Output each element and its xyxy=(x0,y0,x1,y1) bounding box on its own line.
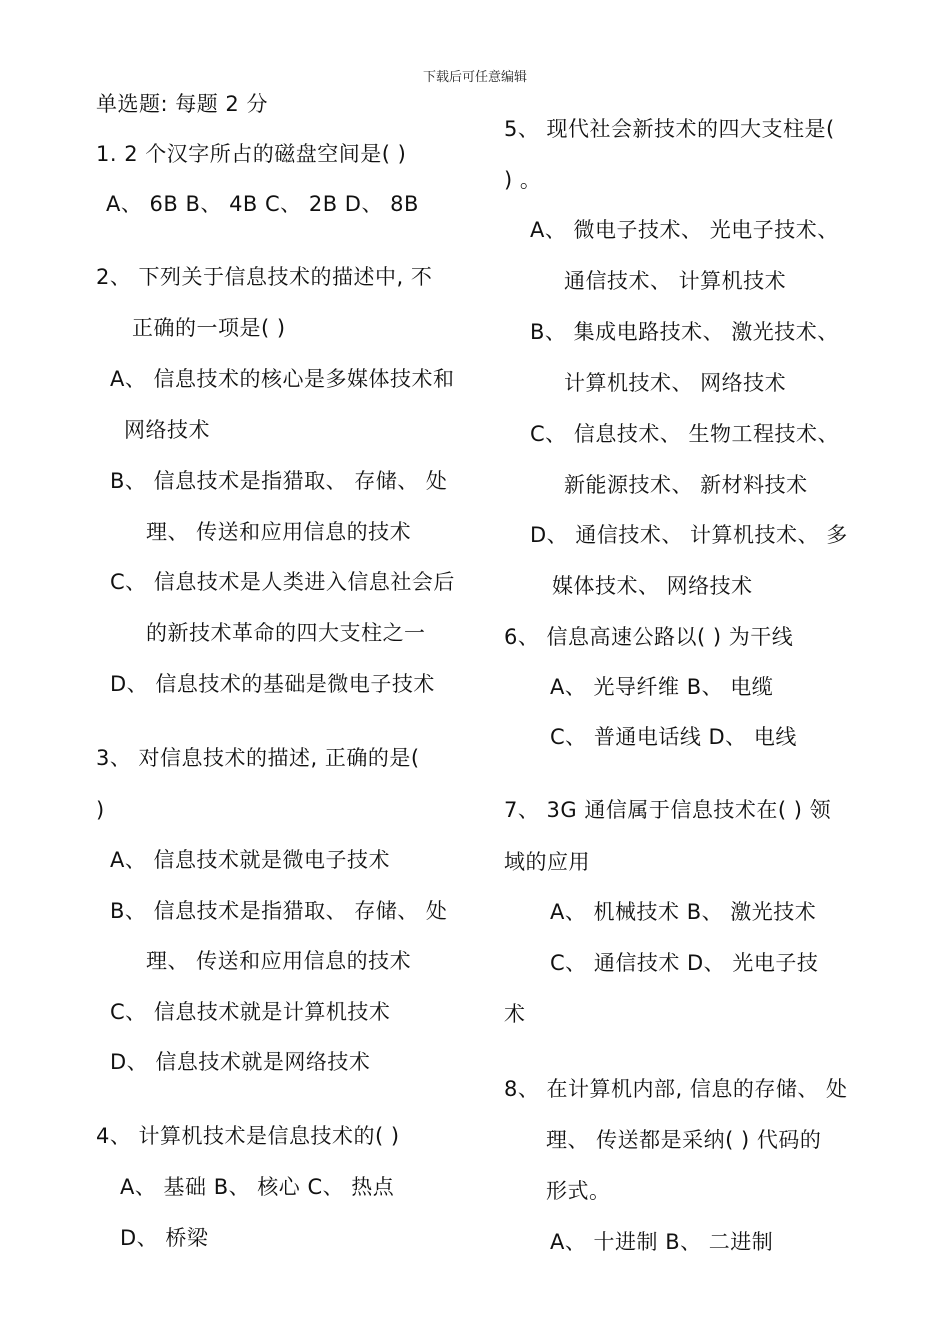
q2-option-b-line2: 理、 传送和应用信息的技术 xyxy=(146,520,412,544)
q3-stem-line1: 3、 对信息技术的描述, 正确的是( xyxy=(96,746,420,770)
q5-option-d-line1: D、 通信技术、 计算机技术、 多 xyxy=(530,523,848,547)
q1-options: A、 6B B、 4B C、 2B D、 8B xyxy=(106,192,419,216)
q8-stem-line1: 8、 在计算机内部, 信息的存储、 处 xyxy=(504,1077,848,1101)
q4-options-line2: D、 桥梁 xyxy=(120,1226,209,1250)
q4-options-line1: A、 基础 B、 核心 C、 热点 xyxy=(120,1175,395,1199)
section-title: 单选题: 每题 2 分 xyxy=(96,92,268,116)
q5-option-a-line1: A、 微电子技术、 光电子技术、 xyxy=(530,218,839,242)
q3-stem-line2: ) xyxy=(96,798,105,822)
q5-option-a-line2: 通信技术、 计算机技术 xyxy=(564,269,787,293)
q2-option-c-line1: C、 信息技术是人类进入信息社会后 xyxy=(110,570,455,594)
q8-stem-line3: 形式。 xyxy=(546,1179,611,1203)
q3-option-a: A、 信息技术就是微电子技术 xyxy=(110,848,391,872)
q5-option-c-line2: 新能源技术、 新材料技术 xyxy=(564,473,808,497)
q6-options-line2: C、 普通电话线 D、 电线 xyxy=(550,725,797,749)
q2-stem-line2: 正确的一项是( ) xyxy=(132,316,286,340)
q5-option-d-line2: 媒体技术、 网络技术 xyxy=(552,574,753,598)
q4-stem: 4、 计算机技术是信息技术的( ) xyxy=(96,1124,400,1148)
q7-stem-line1: 7、 3G 通信属于信息技术在( ) 领 xyxy=(504,798,832,822)
q3-option-b-line2: 理、 传送和应用信息的技术 xyxy=(146,949,412,973)
q7-options-line1: A、 机械技术 B、 激光技术 xyxy=(550,900,817,924)
q7-options-line3: 术 xyxy=(504,1002,526,1026)
q5-stem-line1: 5、 现代社会新技术的四大支柱是( xyxy=(504,117,835,141)
header-note: 下载后可任意编辑 xyxy=(422,70,527,85)
q2-option-c-line2: 的新技术革命的四大支柱之一 xyxy=(146,621,426,645)
q5-option-c-line1: C、 信息技术、 生物工程技术、 xyxy=(530,422,840,446)
q5-option-b-line2: 计算机技术、 网络技术 xyxy=(564,371,787,395)
q2-option-a-line1: A、 信息技术的核心是多媒体技术和 xyxy=(110,367,455,391)
q3-option-b-line1: B、 信息技术是指猎取、 存储、 处 xyxy=(110,899,448,923)
q6-stem: 6、 信息高速公路以( ) 为干线 xyxy=(504,625,794,649)
q7-stem-line2: 域的应用 xyxy=(504,850,590,874)
q3-option-d: D、 信息技术就是网络技术 xyxy=(110,1050,371,1074)
q5-option-b-line1: B、 集成电路技术、 激光技术、 xyxy=(530,320,839,344)
q8-stem-line2: 理、 传送都是采纳( ) 代码的 xyxy=(546,1128,822,1152)
q5-stem-line2: ) 。 xyxy=(504,168,542,192)
q2-option-a-line2: 网络技术 xyxy=(124,418,210,442)
q2-option-b-line1: B、 信息技术是指猎取、 存储、 处 xyxy=(110,469,448,493)
q3-option-c: C、 信息技术就是计算机技术 xyxy=(110,1000,391,1024)
q6-options-line1: A、 光导纤维 B、 电缆 xyxy=(550,675,774,699)
q7-options-line2: C、 通信技术 D、 光电子技 xyxy=(550,951,819,975)
q2-option-d: D、 信息技术的基础是微电子技术 xyxy=(110,672,435,696)
q8-options-line1: A、 十进制 B、 二进制 xyxy=(550,1230,774,1254)
q2-stem-line1: 2、 下列关于信息技术的描述中, 不 xyxy=(96,265,433,289)
q1-stem: 1. 2 个汉字所占的磁盘空间是( ) xyxy=(96,142,407,166)
